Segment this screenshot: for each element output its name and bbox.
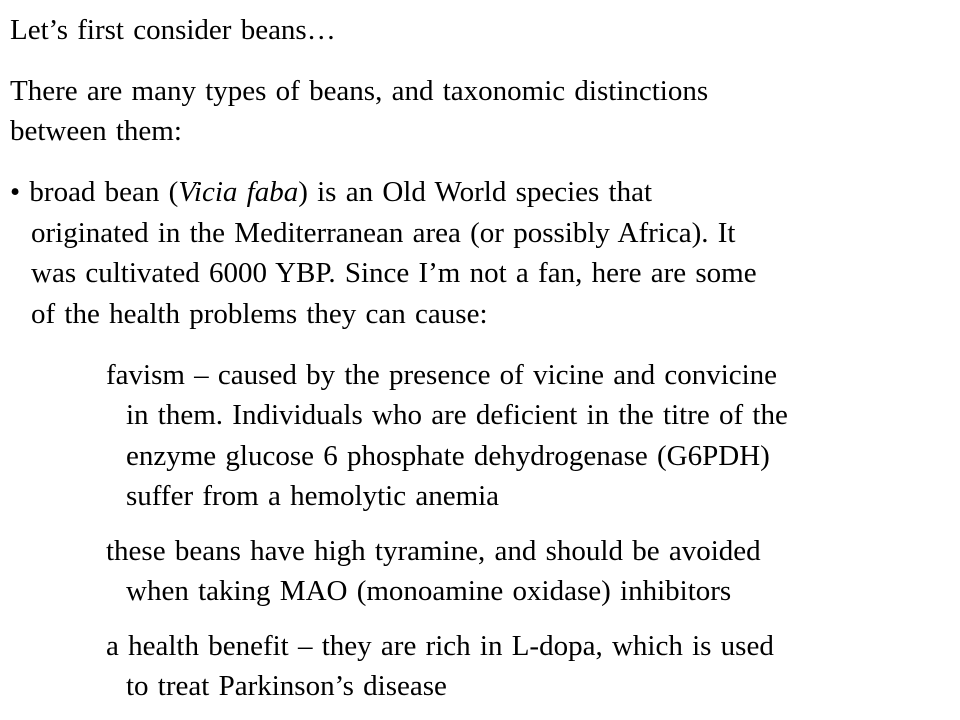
- point-2-line-1: these beans have high tyramine, and should be avoided: [106, 535, 761, 567]
- bullet-line-1: [10, 175, 652, 209]
- intro-line-1: There are many types of beans, and taxonomic distinctions: [10, 75, 709, 107]
- bullet-line-1-post: ) is an Old World species that: [298, 176, 653, 208]
- point-2-line-2: when taking MAO (monoamine oxidase) inhibitors: [126, 575, 732, 607]
- point-1-line-3: enzyme glucose 6 phosphate dehydrogenase (G6PDH): [126, 440, 770, 472]
- point-1-line-4: suffer from a hemolytic anemia: [126, 480, 500, 512]
- bullet-line-3: was cultivated 6000 YBP. Since I’m not a fan, here are some: [31, 257, 757, 289]
- bullet-line-2: originated in the Mediterranean area (or possibly Africa). It: [31, 217, 736, 249]
- point-1-line-2: in them. Individuals who are deficient in the titre of the: [126, 399, 788, 431]
- species-name: Vicia faba: [178, 176, 299, 208]
- point-3-line-1: a health benefit – they are rich in L-dopa, which is used: [106, 630, 774, 662]
- bullet-line-1-pre: broad bean (: [29, 176, 179, 208]
- slide-heading: Let’s first consider beans…: [10, 14, 336, 46]
- point-3-line-2: to treat Parkinson’s disease: [126, 670, 447, 702]
- intro-line-2: between them:: [10, 115, 182, 147]
- point-1-line-1: favism – caused by the presence of vicine and convicine: [106, 359, 778, 391]
- bullet-line-4: of the health problems they can cause:: [31, 298, 488, 330]
- bullet-marker: •: [10, 176, 21, 208]
